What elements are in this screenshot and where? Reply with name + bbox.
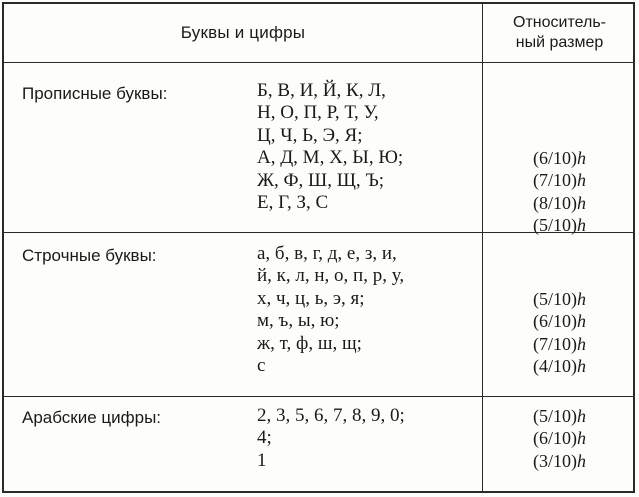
letters-size-table [2, 2, 635, 493]
size-value: (7/10)h [533, 333, 586, 354]
size-list [484, 288, 635, 378]
size-list [484, 147, 635, 237]
letter-line: с [257, 354, 266, 376]
letter-line: А, Д, М, Х, Ы, Ю; [257, 147, 404, 169]
size-value: (7/10)h [533, 170, 586, 191]
letter-line: Б, В, И, Й, К, Л, [257, 80, 386, 101]
letter-line: м, ъ, ы, ю; [257, 310, 340, 332]
header-relative-size [484, 4, 635, 62]
digit-line: 4; [257, 427, 272, 449]
size-list [484, 405, 635, 472]
letter-list [257, 243, 479, 377]
header-relative-size-line2: ный размер [515, 34, 604, 51]
letter-line: а, б, в, г, д, е, з, и, [257, 243, 397, 264]
letter-line: Н, О, П, Р, Т, У, [257, 102, 379, 124]
size-value: (6/10)h [533, 148, 586, 168]
section-lowercase [4, 232, 635, 396]
digit-line: 2, 3, 5, 6, 7, 8, 9, 0; [257, 405, 405, 426]
digit-line: 1 [257, 449, 267, 471]
size-value: (5/10)h [533, 406, 586, 426]
letter-line: Ц, Ч, Ь, Э, Я; [257, 124, 363, 146]
size-value: (3/10)h [533, 450, 586, 471]
section-label: Строчные буквы: [22, 246, 157, 265]
letter-line: Е, Г, З, С [257, 191, 329, 213]
header-letters-digits: Буквы и цифры [180, 23, 306, 42]
header-relative-size-line1: Относитель- [513, 14, 606, 31]
size-value: (5/10)h [533, 289, 586, 309]
section-label: Арабские цифры: [22, 408, 162, 427]
letter-line: х, ч, ц, ь, э, я; [257, 287, 365, 309]
size-value: (5/10)h [533, 215, 586, 236]
section-arabic-digits [4, 396, 635, 497]
size-value: (4/10)h [533, 356, 586, 377]
section-label: Прописные буквы: [22, 84, 168, 103]
section-uppercase [4, 62, 635, 236]
digit-list [257, 405, 479, 472]
letter-line: Ж, Ф, Ш, Щ, Ъ; [257, 169, 385, 191]
letter-line: ж, т, ф, ш, щ; [257, 332, 362, 354]
letter-line: й, к, л, н, о, п, р, у, [257, 265, 405, 287]
size-value: (6/10)h [533, 428, 586, 449]
size-value: (8/10)h [533, 192, 586, 213]
size-value: (6/10)h [533, 311, 586, 332]
letter-list [257, 80, 479, 214]
